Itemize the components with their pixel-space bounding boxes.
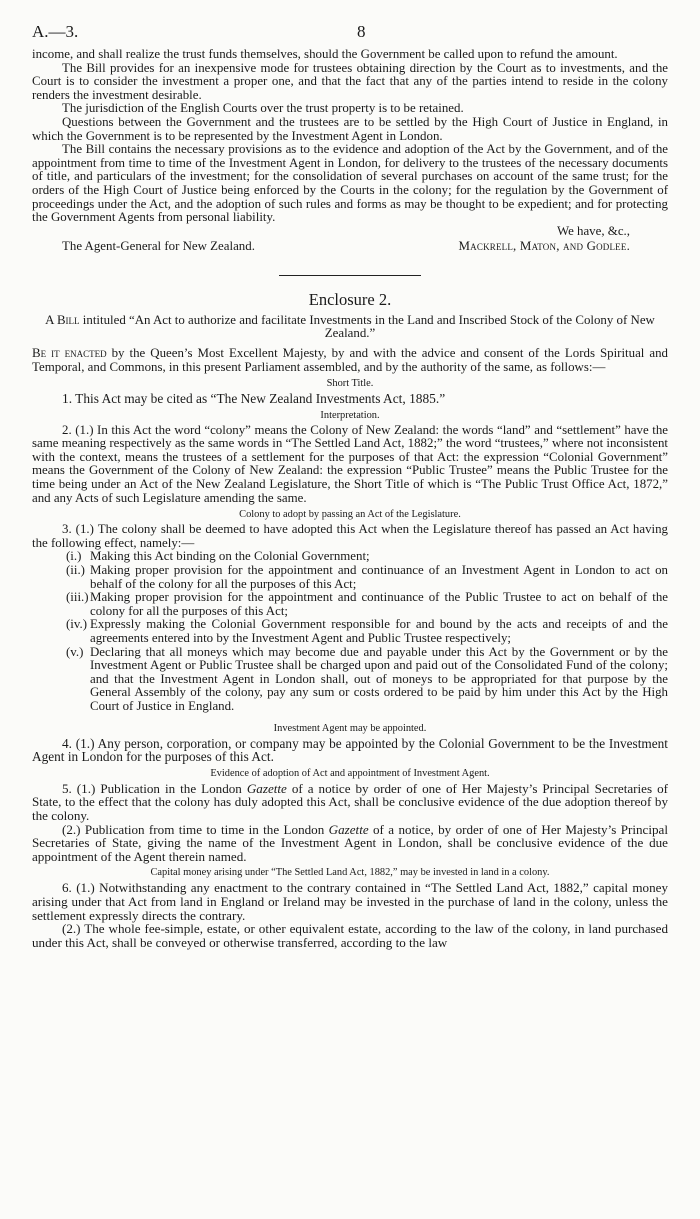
- item-text: Making this Act binding on the Colonial Government;: [90, 549, 370, 564]
- section-5-1: [32, 782, 668, 823]
- letter-paragraph: Questions between the Government and the trustees are to be settled by the High Court of Justice in England, in which the Government is to be represented by the Investment Agent in London.: [32, 114, 668, 143]
- document-reference: A.—3.: [32, 22, 79, 41]
- section-3-item: [32, 564, 668, 591]
- page-number: 8: [357, 22, 366, 41]
- enacting-clause: [32, 347, 668, 374]
- item-number: (iii.): [66, 590, 89, 605]
- bill-title: [32, 314, 668, 341]
- section-3-item: [32, 646, 668, 714]
- sidenote-investment-agent: Investment Agent may be appointed.: [273, 722, 427, 734]
- section-3-item: [32, 591, 668, 618]
- letter-paragraph: income, and shall realize the trust funds themselves, should the Government be called upon to refund the amount.: [32, 47, 618, 61]
- bill-title-text: intituled “An Act to authorize and facilitate Investments in the Land and Inscribed Stock of the Colony of New Zealand.”: [82, 312, 655, 341]
- section-3-item: [32, 550, 668, 564]
- sidenote-short-title: Short Title.: [326, 378, 374, 390]
- letter-paragraph: The Bill provides for an inexpensive mode for trustees obtaining direction by the Court as to investments, and the Court is to consider the investment a proper one, and that the fact that any of the parties intend to reside in the colony renders the investment desirable.: [32, 60, 668, 102]
- section-3-item: [32, 618, 668, 645]
- item-text: Making proper provision for the appointment and continuance of the Public Trustee to act on behalf of the colony for all the purposes of this Act;: [90, 590, 668, 618]
- section-2: 2. (1.) In this Act the word “colony” means the Colony of New Zealand: the words “land” and “settlement” have the same meaning respectively as the same words in “The Settled Land Act, 1882;” the word “trustees,” where not inconsistent with the context, means the trustees of a settlement for the purposes of that Act: the expression “Colonial Government” means the Government of the Colony of New Zealand: the expression “Public Trustee” means the Public Trustee for the time being under an Act of the New Zealand Legislature, the Short Title of which is “The Public Trust Office Act, 1872,” and any Acts of such Legislature amending the same.: [32, 422, 668, 505]
- s5-2-text: (2.) Publication from time to time in the London: [62, 821, 329, 837]
- s5-1-text: 5. (1.) Publication in the London: [62, 780, 247, 796]
- sidenote-evidence: Evidence of adoption of Act and appointment of Investment Agent.: [210, 767, 490, 779]
- sidenote-colony-adoption: Colony to adopt by passing an Act of the Legislature.: [239, 509, 461, 521]
- letter-paragraph: The jurisdiction of the English Courts over the trust property is to be retained.: [62, 101, 464, 116]
- s5-1-text-cont: of a notice by order of one of Her Majesty’s Principal Secretaries of State, to the effect that the colony has duly adopted this Act, shall be conclusive evidence of the due adoption thereof by the colony.: [32, 780, 668, 823]
- sidenote-interpretation: Interpretation.: [320, 409, 380, 421]
- enacting-lead: Be it enacted: [32, 345, 107, 360]
- letter-paragraph: The Bill contains the necessary provisions as to the evidence and adoption of the Act by the Government, and of the appointment from time to time of the Investment Agent in London, for delivery to the trustees of the necessary documents of title, and particulars of the investment; for the consolidation of several purchases on account of the same trust; for the orders of the High Court of Justice being enforced by the Courts in the colony; for the regulation by the Government of proceedings under the Act, and the adoption of such rules and forms as may be thought to be expedient; and for protecting the Government Agents from personal liability.: [32, 142, 668, 225]
- letter-addressee: The Agent-General for New Zealand.: [62, 238, 255, 253]
- enclosure-section: [32, 290, 668, 950]
- item-number: (iv.): [66, 617, 87, 632]
- item-number: (ii.): [66, 563, 85, 578]
- item-number: (i.): [66, 549, 82, 564]
- enacting-text: by the Queen’s Most Excellent Majesty, by and with the advice and consent of the Lords Spiritual and Temporal, and Commons, in this present Parliament assembled, and by the authority of the same, as follows:—: [32, 345, 669, 374]
- item-text: Expressly making the Colonial Government responsible for and bound by the acts and receipts of and the agreements entered into by the Investment Agent and Public Trustee respectively;: [90, 617, 668, 645]
- letter-signature-block: [32, 225, 668, 255]
- section-5-2: [32, 823, 668, 864]
- section-divider: [279, 275, 421, 276]
- letter-closing: We have, &c.,: [556, 223, 630, 238]
- letter-body: [32, 48, 668, 255]
- bill-lead: A Bill: [45, 312, 80, 327]
- item-number: (v.): [66, 644, 84, 659]
- gazette-italic: Gazette: [328, 821, 369, 837]
- item-text: Declaring that all moneys which may become due and payable under this Act by the Government or by the Investment Agent or Public Trustee shall be charged upon and paid out of the Consolidated Fund of the colony; and that the Investment Agent in London shall, out of moneys to be appropriated for that purpose by the General Assembly of the colony, pay any sum or costs ordered to be paid by him under this Act by the High Court of Justice in England.: [90, 644, 668, 713]
- section-6-1: 6. (1.) Notwithstanding any enactment to the contrary contained in “The Settled Land Act, 1882,” capital money arising under that Act from land in England or Ireland may be invested in the purchase of land in the colony, unless the settlement expressly directs the contrary.: [32, 880, 668, 923]
- section-1: 1. This Act may be cited as “The New Zealand Investments Act, 1885.”: [62, 391, 446, 407]
- sidenote-capital-money: Capital money arising under “The Settled Land Act, 1882,” may be invested in land in a colony.: [150, 867, 550, 879]
- section-6-2: (2.) The whole fee-simple, estate, or other equivalent estate, according to the law of the colony, in land purchased under this Act, shall be conveyed or otherwise transferred, according to the law: [32, 921, 668, 950]
- enclosure-title: Enclosure 2.: [308, 289, 392, 309]
- letter-signatories: Mackrell, Maton, and Godlee.: [458, 238, 630, 253]
- section-3: 3. (1.) The colony shall be deemed to have adopted this Act when the Legislature thereof has passed an Act having the following effect, namely:—: [32, 522, 668, 550]
- gazette-italic: Gazette: [246, 780, 287, 796]
- item-text: Making proper provision for the appointment and continuance of an Investment Agent in London to act on behalf of the colony for all the purposes of this Act;: [90, 563, 668, 591]
- page-header: [32, 22, 668, 48]
- section-4: 4. (1.) Any person, corporation, or company may be appointed by the Colonial Government to be the Investment Agent in London for the purposes of this Act.: [32, 735, 668, 765]
- s5-2-text-cont: of a notice, by order of one of Her Majesty’s Principal Secretaries of State, giving the name of the Investment Agent in London, shall be conclusive evidence of the due appointment of the Agent therein named.: [32, 821, 668, 864]
